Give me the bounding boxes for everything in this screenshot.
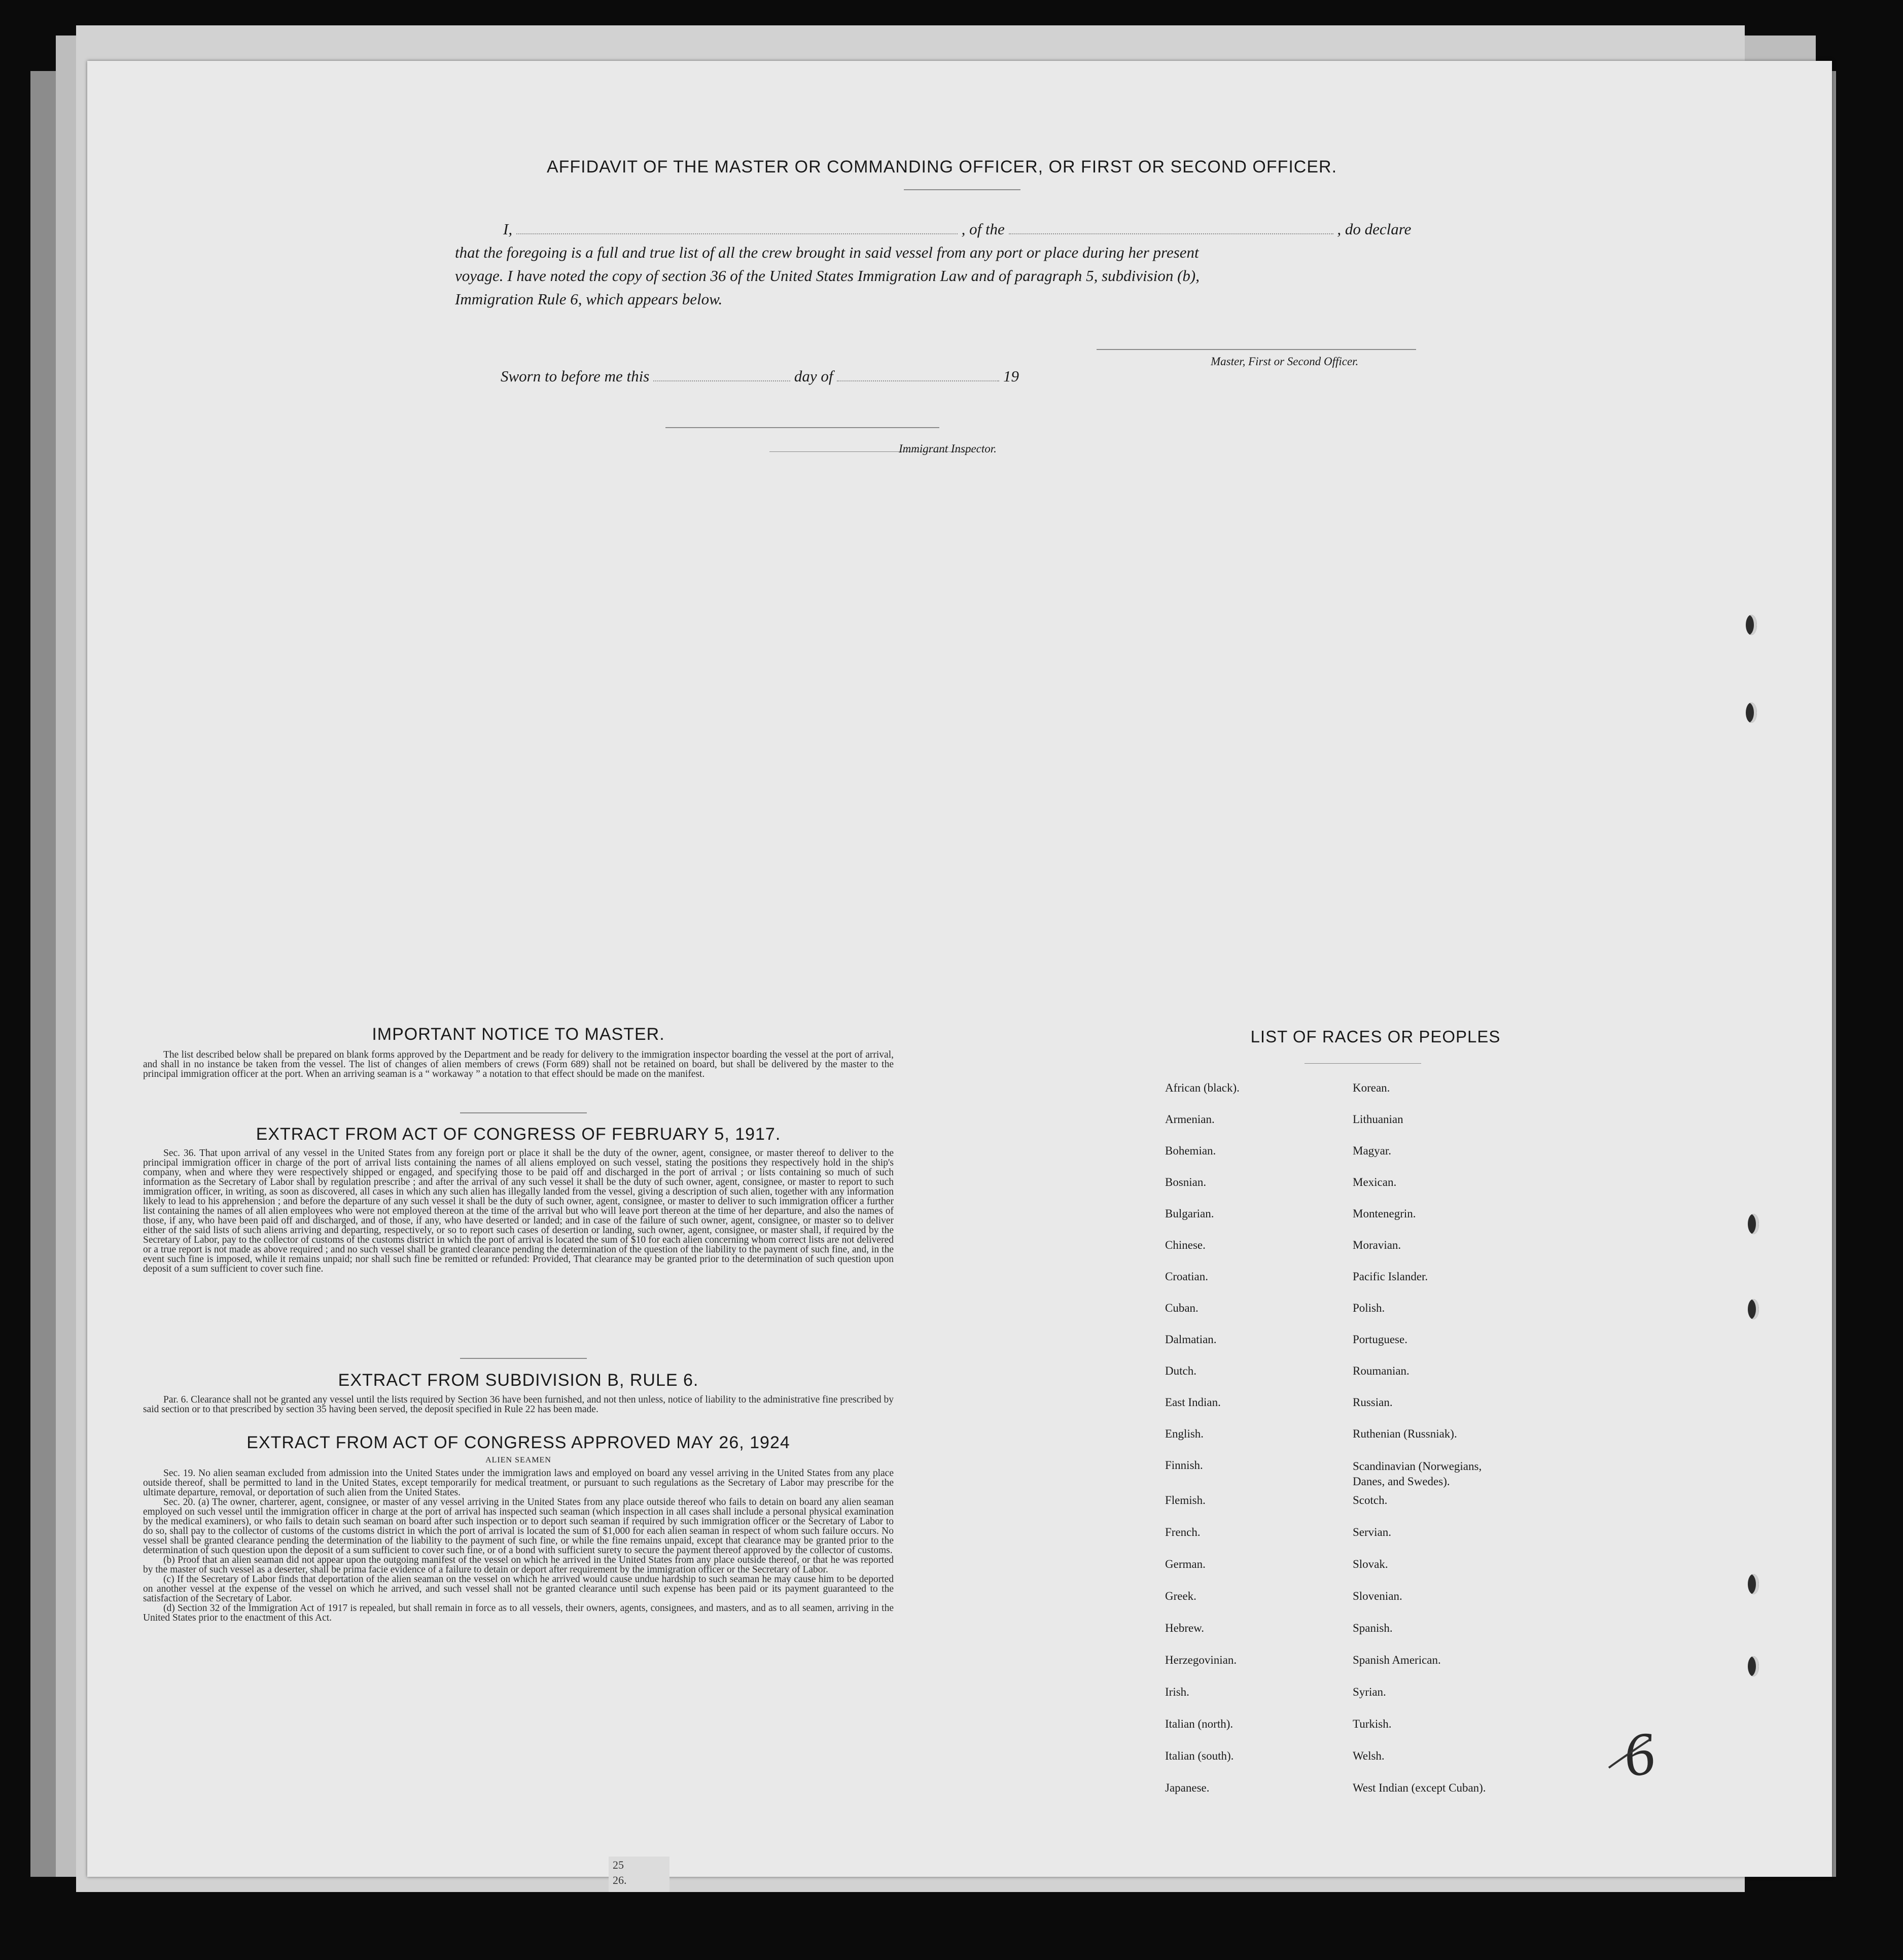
race-item: Dalmatian. bbox=[1165, 1333, 1217, 1346]
race-item: Italian (south). bbox=[1165, 1749, 1234, 1762]
declaration-declare: , do declare bbox=[1337, 220, 1412, 238]
inspector-caption: Immigrant Inspector. bbox=[899, 442, 997, 455]
race-item: Montenegrin. bbox=[1353, 1207, 1416, 1220]
binder-hole bbox=[1748, 1299, 1759, 1319]
master-signature-line[interactable] bbox=[1097, 349, 1416, 350]
race-item: Italian (north). bbox=[1165, 1718, 1234, 1730]
race-item: Finnish. bbox=[1165, 1459, 1203, 1472]
handwritten-page-number: 6 bbox=[1619, 1719, 1659, 1790]
binder-hole bbox=[1748, 1574, 1759, 1594]
declaration-line-1 bbox=[503, 218, 1411, 240]
act1924-subtitle: ALIEN SEAMEN bbox=[485, 1456, 551, 1464]
binder-hole bbox=[1748, 1656, 1759, 1676]
race-item: Lithuanian bbox=[1353, 1113, 1403, 1126]
race-item: Dutch. bbox=[1165, 1364, 1196, 1377]
race-item: Spanish American. bbox=[1353, 1654, 1441, 1666]
race-item: Slovenian. bbox=[1353, 1590, 1402, 1602]
race-item: Welsh. bbox=[1353, 1749, 1385, 1762]
rule6-text bbox=[143, 1395, 894, 1414]
races-right-column bbox=[1353, 1081, 1566, 1813]
races-title: LIST OF RACES OR PEOPLES bbox=[1250, 1027, 1501, 1046]
notice-text bbox=[143, 1050, 894, 1079]
race-item: Turkish. bbox=[1353, 1718, 1392, 1730]
divider bbox=[460, 1112, 587, 1113]
race-item: Mexican. bbox=[1353, 1176, 1397, 1188]
rule6-title: EXTRACT FROM SUBDIVISION B, RULE 6. bbox=[338, 1371, 699, 1390]
notice-paragraph: The list described below shall be prepared on blank forms approved by the Department and be ready for delivery to the immigration inspector boarding the vessel at the port of arrival, and shall in no instance be taken from the vessel. The list of changes of alien members of crews (Form 689) shall not be retained on board, but shall be delivered by the master to the principal immigration officer at the port. When an arriving seaman is a “ workaway ” a notation to that effect should be made on the manifest. bbox=[143, 1049, 894, 1079]
race-item: Scotch. bbox=[1353, 1494, 1388, 1507]
divider bbox=[460, 1358, 587, 1359]
archive-label-line: 26. bbox=[613, 1874, 627, 1886]
act1924-paragraph: Sec. 19. No alien seaman excluded from admission into the United States under the immigration laws and employed on board any vessel arriving in the United States from any place outside thereof, shall be permitted to land in the United States, except temporarily for medical treatment, or pursuant to such regulations as the Secretary of Labor may prescribe for the ultimate departure, removal, or deportation of such alien from the United States. bbox=[143, 1468, 894, 1498]
act1924-text bbox=[143, 1468, 894, 1623]
race-item: Croatian. bbox=[1165, 1270, 1208, 1283]
binder-hole bbox=[1746, 703, 1757, 723]
race-item: Servian. bbox=[1353, 1526, 1392, 1538]
sworn-day-field[interactable] bbox=[653, 368, 790, 381]
declaration-line-3: voyage. I have noted the copy of section 36 of the United States Immigration Law and of paragraph 5, subdivision (b), bbox=[455, 267, 1200, 285]
race-item: Moravian. bbox=[1353, 1239, 1401, 1251]
sworn-line bbox=[501, 365, 1019, 388]
race-item: Pacific Islander. bbox=[1353, 1270, 1428, 1283]
notice-title: IMPORTANT NOTICE TO MASTER. bbox=[372, 1025, 665, 1044]
race-item: Bosnian. bbox=[1165, 1176, 1207, 1188]
race-item: Irish. bbox=[1165, 1686, 1189, 1698]
sworn-day-of: day of bbox=[794, 367, 833, 385]
divider bbox=[904, 189, 1020, 190]
declaration-line-2: that the foregoing is a full and true list of all the crew brought in said vessel from any port or place during her present bbox=[455, 243, 1199, 261]
race-item: Spanish. bbox=[1353, 1622, 1393, 1634]
race-item: Magyar. bbox=[1353, 1144, 1392, 1157]
race-item: Chinese. bbox=[1165, 1239, 1206, 1251]
race-item: Portuguese. bbox=[1353, 1333, 1407, 1346]
race-item: English. bbox=[1165, 1427, 1204, 1440]
race-item: Syrian. bbox=[1353, 1686, 1386, 1698]
race-item: Greek. bbox=[1165, 1590, 1196, 1602]
act1924-paragraph: Sec. 20. (a) The owner, charterer, agent, consignee, or master of any vessel arriving in the United States from any place outside thereof who fails to detain on board any alien seaman employed on such vessel until the immigration officer in charge at the port of arrival has inspected such seaman (which inspection in all cases shall include a personal physical examination by the medical examiners), or who fails to detain such seaman on board after such inspection or to deport such seaman if required by such immigration officer or the Secretary of Labor to do so, shall pay to the collector of customs of the customs district in which the port of arrival is located the sum of $1,000 for each alien seaman in respect of whom such failure occurs. No vessel shall be granted clearance pending the determination of the liability to the payment of such fine, or while the fine remains unpaid, except that clearance may be granted prior to the determination of such question upon the deposit of a sum sufficient to cover such fine, or of a bond with sufficient surety to secure the payment thereof approved by the collector of customs. bbox=[143, 1497, 894, 1556]
race-item: Slovak. bbox=[1353, 1558, 1388, 1570]
sworn-month-field[interactable] bbox=[837, 368, 999, 381]
master-caption: Master, First or Second Officer. bbox=[1211, 355, 1359, 368]
race-item: West Indian (except Cuban). bbox=[1353, 1781, 1486, 1794]
manifest-page bbox=[87, 61, 1832, 1877]
declaration-line-4: Immigration Rule 6, which appears below. bbox=[455, 290, 723, 308]
race-item: Armenian. bbox=[1165, 1113, 1215, 1126]
archive-label bbox=[609, 1857, 669, 1892]
act1924-paragraph: (b) Proof that an alien seaman did not appear upon the outgoing manifest of the vessel on which he arrived in the United States from any place outside thereof, or that he was reported by the master of such vessel as a deserter, shall be prima facie evidence of a failure to detain or deport after requirement by the immigration officer or the Secretary of Labor. bbox=[143, 1555, 894, 1575]
race-item: Russian. bbox=[1353, 1396, 1393, 1409]
sworn-year: 19 bbox=[1003, 367, 1019, 385]
race-item: Cuban. bbox=[1165, 1302, 1199, 1314]
archive-label-line: 25 bbox=[613, 1859, 624, 1871]
rule bbox=[665, 427, 939, 428]
vessel-field[interactable] bbox=[1009, 221, 1333, 234]
race-item: Korean. bbox=[1353, 1081, 1390, 1094]
affidavit-title: AFFIDAVIT OF THE MASTER OR COMMANDING OFFICER, OR FIRST OR SECOND OFFICER. bbox=[546, 157, 1337, 177]
race-item: Bohemian. bbox=[1165, 1144, 1216, 1157]
act1917-title: EXTRACT FROM ACT OF CONGRESS OF FEBRUARY 5, 1917. bbox=[256, 1125, 781, 1144]
declaration-i: I, bbox=[503, 220, 513, 238]
race-item: Ruthenian (Russniak). bbox=[1353, 1427, 1457, 1440]
race-item: Flemish. bbox=[1165, 1494, 1206, 1507]
race-item: Herzegovinian. bbox=[1165, 1654, 1237, 1666]
handwritten-stroke bbox=[1606, 1737, 1652, 1773]
name-field[interactable] bbox=[516, 221, 958, 234]
race-item: African (black). bbox=[1165, 1081, 1240, 1094]
race-item: Bulgarian. bbox=[1165, 1207, 1214, 1220]
act1917-text bbox=[143, 1148, 894, 1274]
act1917-paragraph: Sec. 36. That upon arrival of any vessel in the United States from any foreign port or place it shall be the duty of the owner, agent, consignee, or master thereof to deliver to the principal immigration officer in charge of the port of arrival lists containing the names of all aliens employed on such vessel, stating the positions they respectively hold in the ship's company, when and where they were respectively shipped or engaged, and specifying those to be paid off and discharged in the port of arrival ; or lists containing so much of such information as the Secretary of Labor shall by regulation prescribe ; and after the arrival of any such vessel it shall be the duty of such owner, agent, consignee, or master to report to such immigration officer, in writing, as soon as discovered, all cases in which any such alien has illegally landed from the vessel, giving a description of such alien, together with any information likely to lead to his apprehension ; and before the departure of any such vessel it shall be the duty of such owner, agent, consignee, or master to deliver to such immigration officer a further list containing the names of all alien employees who were not employed thereon at the time of the arrival but who will leave port thereon at the time of her departure, and also the names of those, if any, who have been paid off and discharged, and of those, if any, who have deserted or landed; and in case of the failure of such owner, agent, consignee, or master so to deliver either of the said lists of such aliens arriving and departing, respectively, or so to report such cases of desertion or landing, such owner, agent, consignee, or master shall, if required by the Secretary of Labor, pay to the collector of customs of the customs district in which the port of arrival is located the sum of $10 for each alien concerning whom correct lists are not delivered or a true report is not made as above required ; and no such vessel shall be granted clearance pending the determination of the question of the liability to the payment of such fine, and, in the event such fine is imposed, while it remains unpaid; nor shall such fine be remitted or refunded: Provided, That clearance may be granted prior to the determination of such question upon deposit of a sum sufficient to cover such fine. bbox=[143, 1148, 894, 1274]
declaration-of-the: , of the bbox=[961, 220, 1005, 238]
race-item: French. bbox=[1165, 1526, 1201, 1538]
races-left-column bbox=[1165, 1081, 1332, 1813]
act1924-paragraph: (d) Section 32 of the Immigration Act of 1917 is repealed, but shall remain in force as to all vessels, their owners, agents, consignees, and masters, and as to all seamen, arriving in the United States prior to the enactment of this Act. bbox=[143, 1603, 894, 1623]
divider bbox=[1305, 1063, 1421, 1064]
race-item: Roumanian. bbox=[1353, 1364, 1409, 1377]
binder-hole bbox=[1746, 615, 1757, 635]
race-item: East Indian. bbox=[1165, 1396, 1221, 1409]
race-item: Polish. bbox=[1353, 1302, 1385, 1314]
rule6-paragraph: Par. 6. Clearance shall not be granted any vessel until the lists required by Section 36 have been furnished, and not then unless, notice of liability to the administrative fine prescribed by said section or to that prescribed by section 35 having been served, the deposit specified in Rule 22 has been made. bbox=[143, 1394, 894, 1415]
race-item: Scandinavian (Norwegians, Danes, and Swedes). bbox=[1353, 1460, 1482, 1488]
race-item: Japanese. bbox=[1165, 1781, 1210, 1794]
act1924-paragraph: (c) If the Secretary of Labor finds that deportation of the alien seaman on the vessel on which he arrived would cause undue hardship to such seaman he may cause him to be deported on another vessel at the expense of the vessel on which he arrived, and such vessel shall not be granted clearance until such expense has been paid or its payment guaranteed to the satisfaction of the Secretary of Labor. bbox=[143, 1574, 894, 1604]
sworn-prefix: Sworn to before me this bbox=[501, 367, 650, 385]
race-item: Hebrew. bbox=[1165, 1622, 1205, 1634]
race-item: German. bbox=[1165, 1558, 1206, 1570]
binder-hole bbox=[1748, 1214, 1759, 1234]
act1924-title: EXTRACT FROM ACT OF CONGRESS APPROVED MAY 26, 1924 bbox=[246, 1433, 790, 1452]
